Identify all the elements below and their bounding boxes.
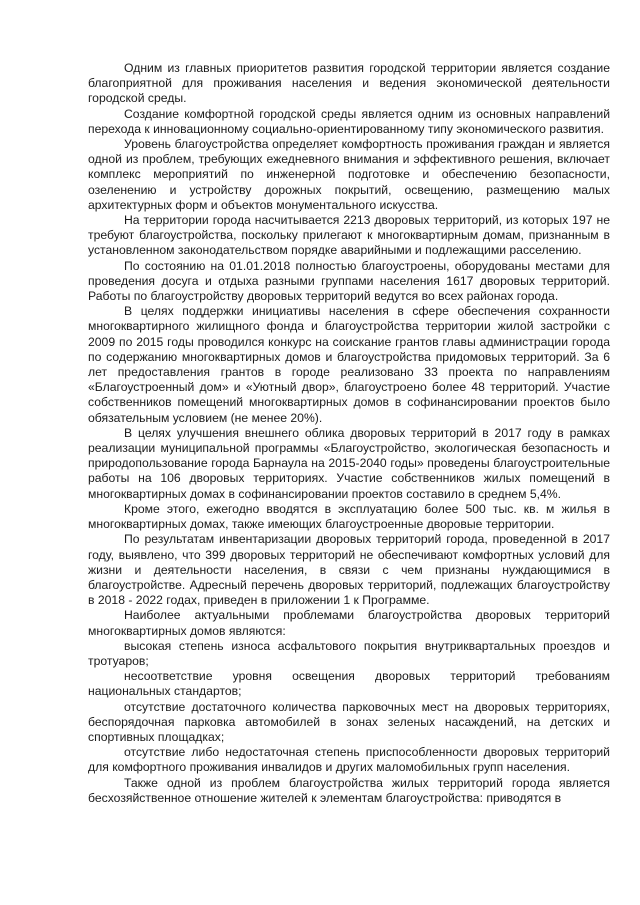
- paragraph-4: На территории города насчитывается 2213 дворовых территорий, из которых 197 не требуют благоустройства, поскольку прилегают к многоквартирным домам, признанным в установленном законодательством порядке аварийными и подлежащими расселению.: [88, 213, 610, 258]
- paragraph-6: В целях поддержки инициативы населения в сфере обеспечения сохранности многоквартирного жилищного фонда и благоустройства территории жилой застройки с 2009 по 2015 годы проводился конкурс на соискание грантов главы администрации города по содержанию многоквартирных домов и благоустройства придомовых территорий. За 6 лет предоставления грантов в городе реализовано 33 проекта по направлениям «Благоустроенный дом» и «Уютный двор», благоустроено более 48 территорий. Участие собственников помещений многоквартирных домов в софинансировании проектов было обязательным условием (не менее 20%).: [88, 304, 610, 425]
- paragraph-1: Одним из главных приоритетов развития городской территории является создание благоприятной для проживания населения и ведения экономической деятельности городской среды.: [88, 61, 610, 106]
- paragraph-2: Создание комфортной городской среды является одним из основных направлений перехода к инновационному социально-ориентированному типу экономического развития.: [88, 106, 610, 136]
- paragraph-5: По состоянию на 01.01.2018 полностью благоустроены, оборудованы местами для проведения досуга и отдыха разными группами населения 1617 дворовых территорий. Работы по благоустройству дворовых территорий ведутся во всех районах города.: [88, 258, 610, 304]
- paragraph-9: По результатам инвентаризации дворовых территорий города, проведенной в 2017 году, выявлено, что 399 дворовых территорий не обеспечивают комфортных условий для жизни и деятельности населения, в связи с чем признаны нуждающимися в благоустройстве. Адресный перечень дворовых территорий, подлежащих благоустройству в 2018 - 2022 годах, приведен в приложении 1 к Программе.: [88, 532, 610, 608]
- paragraph-11: Также одной из проблем благоустройства жилых территорий города является бесхозяйственное отношение жителей к элементам благоустройства: приводятся в: [88, 775, 610, 805]
- list-item-4: отсутствие либо недостаточная степень приспособленности дворовых территорий для комфортного проживания инвалидов и других маломобильных групп населения.: [88, 745, 610, 775]
- paragraph-8: Кроме этого, ежегодно вводятся в эксплуатацию более 500 тыс. кв. м жилья в многоквартирных домах, также имеющих благоустроенные дворовые территории.: [88, 501, 610, 532]
- list-item-1: высокая степень износа асфальтового покрытия внутриквартальных проездов и тротуаров;: [88, 638, 610, 668]
- list-item-3: отсутствие достаточного количества парковочных мест на дворовых территориях, беспорядочная парковка автомобилей в зонах зеленых насаждений, на детских и спортивных площадках;: [88, 699, 610, 744]
- paragraph-3: Уровень благоустройства определяет комфортность проживания граждан и является одной из проблем, требующих ежедневного внимания и эффективного решения, включает комплекс мероприятий по инженерной подготовке и обеспечению безопасности, озеленению и устройству дорожных покрытий, освещению, размещению малых архитектурных форм и объектов монументального искусства.: [88, 137, 610, 212]
- paragraph-7: В целях улучшения внешнего облика дворовых территорий в 2017 году в рамках реализации муниципальной программы «Благоустройство, экологическая безопасность и природопользование города Барнаула на 2015-2040 годы» проведены благоустроительные работы на 106 дворовых территориях. Участие собственников жилых помещений в многоквартирных домах в софинансировании проектов составило в среднем 5,4%.: [88, 425, 610, 501]
- document-body: [88, 61, 610, 806]
- paragraph-10: Наиболее актуальными проблемами благоустройства дворовых территорий многоквартирных домов являются:: [88, 608, 610, 638]
- list-item-2: несоответствие уровня освещения дворовых территорий требованиям национальных стандартов;: [88, 669, 610, 699]
